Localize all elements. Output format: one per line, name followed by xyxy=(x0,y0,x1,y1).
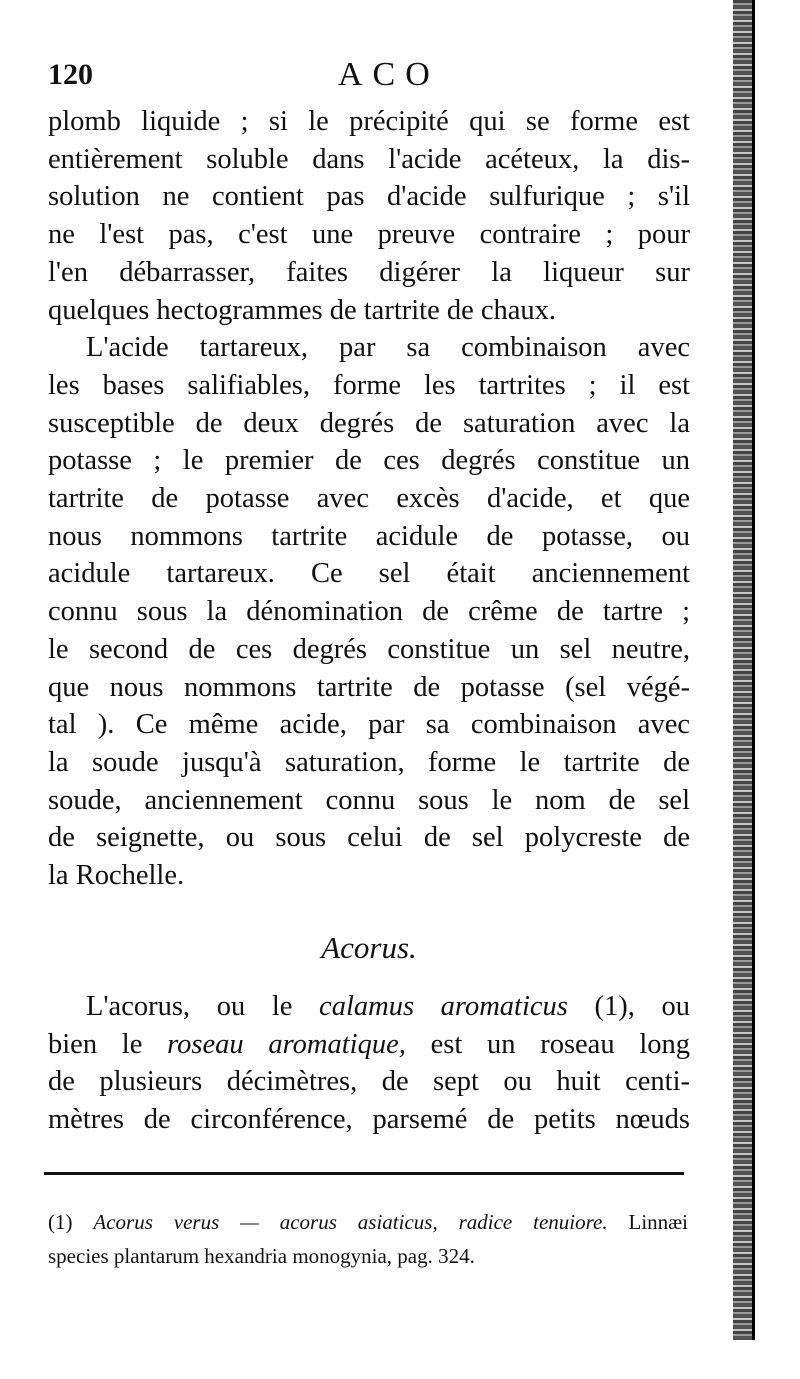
text-line: de plusieurs décimètres, de sept ou huit centi- xyxy=(48,1066,690,1097)
text-line: potasse ; le premier de ces degrés constitue un xyxy=(48,445,690,477)
text-line: soude, anciennement connu sous le nom de sel xyxy=(48,784,690,816)
footnote-line: species plantarum hexandria monogynia, pag. 324. xyxy=(48,1244,475,1268)
text-line: la soude jusqu'à saturation, forme le tartrite de xyxy=(48,746,690,778)
text-line: l'en débarrasser, faites digérer la liqueur sur xyxy=(48,256,690,288)
text-line xyxy=(48,1026,690,1064)
footnote-marker: (1) xyxy=(48,1210,73,1234)
footnote-line xyxy=(48,1205,688,1239)
text-run: bien le xyxy=(48,1028,143,1060)
footnote-rule xyxy=(44,1172,684,1175)
italic-term: calamus aromaticus xyxy=(319,991,568,1022)
text-run: L'acorus, ou le xyxy=(86,991,293,1022)
italic-term: roseau aromatique, xyxy=(167,1028,406,1060)
running-head: ACO xyxy=(338,56,440,93)
text-line: que nous nommons tartrite de potasse (sel végé- xyxy=(48,671,690,703)
binding-edge xyxy=(733,0,753,1340)
footnote xyxy=(48,1205,688,1273)
text-line: mètres de circonférence, parsemé de petits nœuds xyxy=(48,1103,690,1135)
text-run: est un roseau long xyxy=(430,1028,690,1060)
text-line: tartrite de potasse avec excès d'acide, et que xyxy=(48,483,690,515)
text-line xyxy=(48,988,690,1026)
text-line: L'acide tartareux, par sa combinaison avec xyxy=(86,332,690,364)
text-line: quelques hectogrammes de tartrite de chaux. xyxy=(48,294,557,326)
text-line: acidule tartareux. Ce sel était anciennement xyxy=(48,558,690,590)
page-number: 120 xyxy=(48,58,93,91)
text-line: le second de ces degrés constitue un sel neutre, xyxy=(48,633,690,665)
text-line: tal ). Ce même acide, par sa combinaison avec xyxy=(48,709,690,741)
footnote-italic: Acorus verus — acorus asiaticus, radice tenuiore. xyxy=(93,1210,608,1234)
text-line: les bases salifiables, forme les tartrites ; il est xyxy=(48,369,690,401)
footnote-text: Linnæi xyxy=(628,1210,689,1234)
section-title: Acorus. xyxy=(321,930,417,965)
binding-edge-line xyxy=(752,0,755,1340)
acorus-text xyxy=(48,988,690,1138)
text-line: la Rochelle. xyxy=(48,860,185,892)
text-run: (1), ou xyxy=(594,991,691,1022)
text-line: susceptible de deux degrés de saturation avec la xyxy=(48,407,690,439)
text-line: entièrement soluble dans l'acide acéteux, la dis- xyxy=(48,143,690,175)
text-line: connu sous la dénomination de crême de tartre ; xyxy=(48,596,690,628)
text-line: nous nommons tartrite acidule de potasse, ou xyxy=(48,520,690,552)
text-line: de seignette, ou sous celui de sel polycreste de xyxy=(48,822,690,854)
text-line: ne l'est pas, c'est une preuve contraire ; pour xyxy=(48,219,690,251)
page-header xyxy=(48,58,688,98)
body-text xyxy=(48,103,690,895)
text-line: plomb liquide ; si le précipité qui se forme est xyxy=(48,106,690,137)
text-line: solution ne contient pas d'acide sulfurique ; s'il xyxy=(48,181,690,213)
